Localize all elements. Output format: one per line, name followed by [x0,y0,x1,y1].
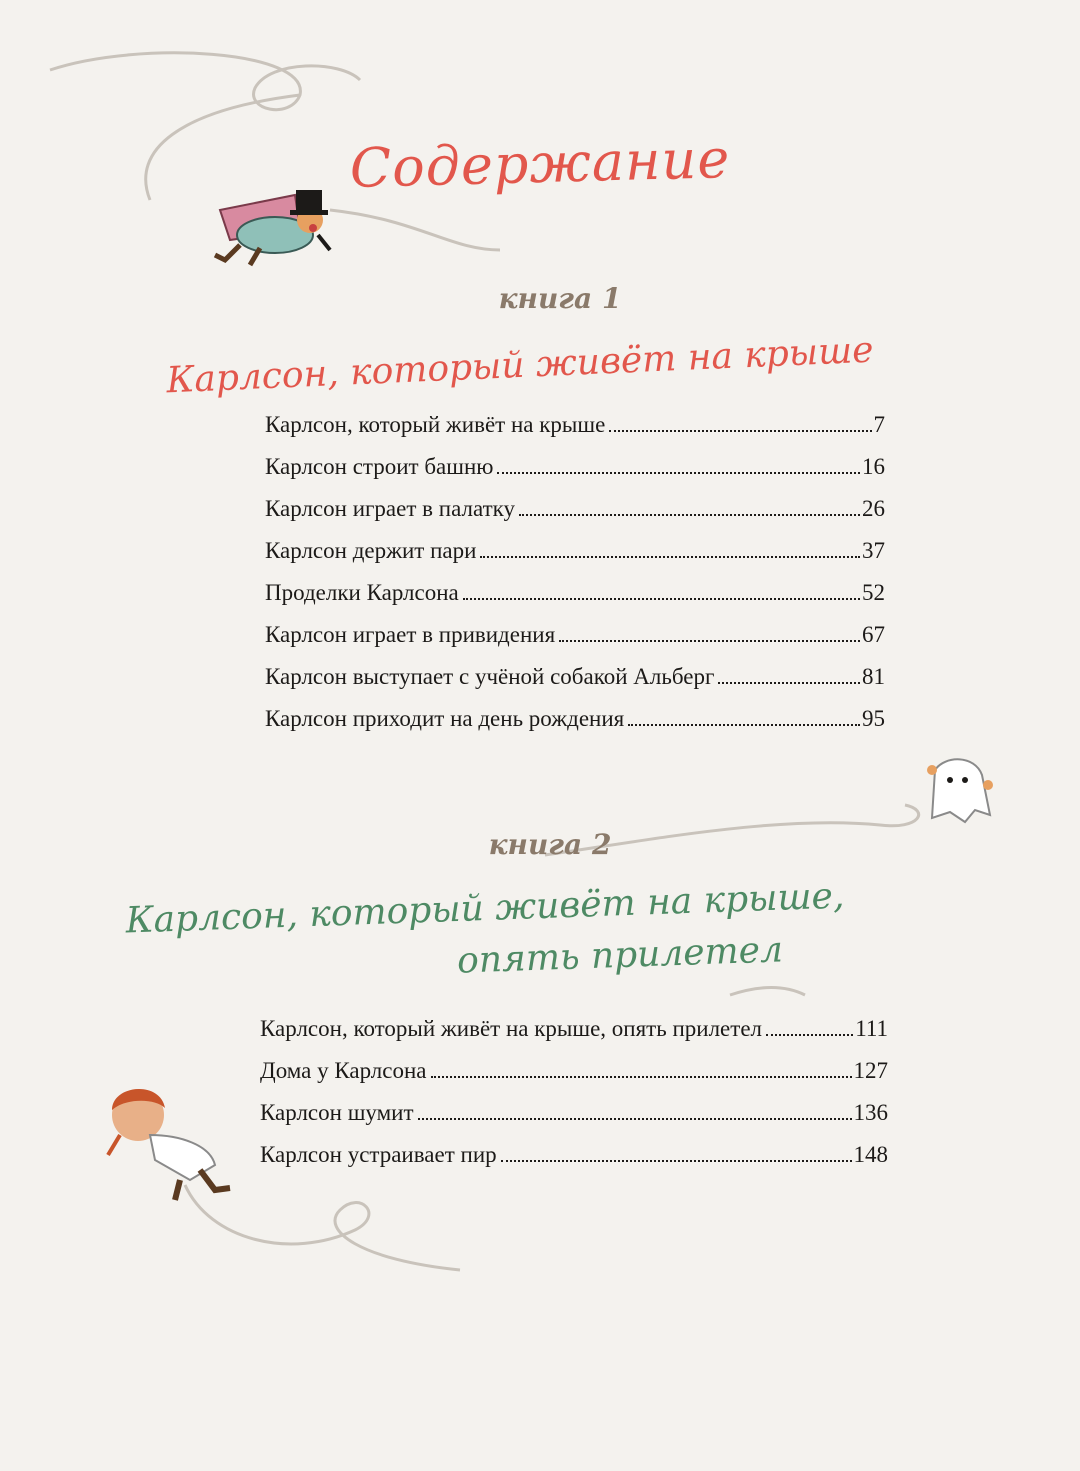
page-title: Содержание [349,127,731,200]
page-number: 81 [862,664,885,689]
page-number: 148 [853,1142,888,1167]
leader-dots [559,640,860,642]
entry-title: Карлсон, который живёт на крыше, опять прилетел [260,1016,763,1041]
leader-dots [718,682,860,684]
book2-title-line2: опять прилетел [456,929,784,982]
entry-title: Карлсон, который живёт на крыше [265,412,606,437]
leader-dots [501,1160,852,1162]
page-number: 136 [853,1100,888,1125]
book2-title-line1: Карлсон, который живёт на крыше, [125,875,845,942]
toc-entry[interactable] [265,454,885,480]
book1-label: книга 1 [498,282,622,315]
toc-entry[interactable] [260,1016,888,1042]
entry-title: Карлсон устраивает пир [260,1142,497,1167]
entry-title: Карлсон выступает с учёной собакой Альберг [265,664,715,689]
toc-entry[interactable] [265,496,885,522]
entry-title: Дома у Карлсона [260,1058,427,1083]
page-number: 7 [873,412,885,437]
entry-title: Карлсон играет в палатку [265,496,515,521]
leader-dots [431,1076,852,1078]
leader-dots [766,1034,853,1036]
leader-dots [463,598,860,600]
page-number: 37 [862,538,885,563]
toc-entry[interactable] [265,706,885,732]
entry-title: Карлсон держит пари [265,538,477,563]
toc-entry[interactable] [260,1142,888,1168]
page-number: 52 [862,580,885,605]
toc-entry[interactable] [265,538,885,564]
leader-dots [480,556,860,558]
entry-title: Карлсон шумит [260,1100,414,1125]
page-number: 16 [862,454,885,479]
entry-title: Проделки Карлсона [265,580,459,605]
toc-entry[interactable] [265,664,885,690]
leader-dots [519,514,860,516]
page-number: 95 [862,706,885,731]
toc-entry[interactable] [265,412,885,438]
toc-entry[interactable] [260,1100,888,1126]
page-number: 67 [862,622,885,647]
leader-dots [497,472,860,474]
page-number: 111 [855,1016,888,1041]
leader-dots [609,430,871,432]
page-number: 26 [862,496,885,521]
entry-title: Карлсон строит башню [265,454,494,479]
entry-title: Карлсон играет в привидения [265,622,556,647]
leader-dots [628,724,860,726]
toc-entry[interactable] [265,622,885,648]
book1-title: Карлсон, который живёт на крыше [165,329,875,402]
entry-title: Карлсон приходит на день рождения [265,706,625,731]
leader-dots [418,1118,852,1120]
book2-label: книга 2 [488,828,612,861]
page-number: 127 [853,1058,888,1083]
toc-entry[interactable] [265,580,885,606]
toc-entry[interactable] [260,1058,888,1084]
